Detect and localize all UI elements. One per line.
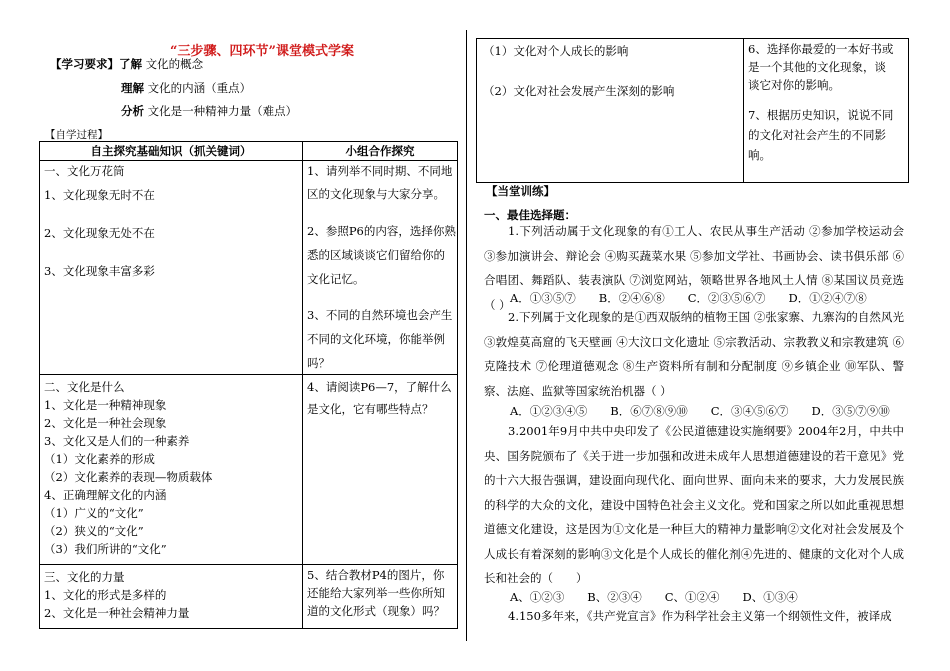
requirement-key-1: 了解 <box>119 57 142 71</box>
question-2-options: A．①②③④⑤ B．⑥⑦⑧⑨⑩ C．③④⑤⑥⑦ D．③⑤⑦⑨⑩ <box>510 404 890 418</box>
list-item: 谈它对你的影响。 <box>748 78 840 92</box>
list-item: 文化记忆。 <box>307 272 365 286</box>
list-item: （2）狭义的“文化” <box>44 524 144 538</box>
requirement-key-3: 分析 <box>121 104 144 118</box>
question-4: 4.150多年来，《共产党宣言》作为科学社会主义第一个纲领性文件，被译成 <box>508 609 892 623</box>
requirement-text-1: 文化的概念 <box>145 57 204 71</box>
list-item: 悉的区域谈谈它们留给你的 <box>307 248 445 262</box>
question-1: 1.下列活动属于文化现象的有①工人、农民从事生产活动 ②参加学校运动会 ③参加演讲会、辩论会 ④购买蔬菜水果 ⑤参加文学社、书画协会、读书俱乐部 ⑥合唱团、舞蹈队、装表演队 ⑦浏览网站，领略世界各地风土人情 ⑧某国议员竞选（ ） <box>484 224 904 312</box>
requirement-label: 【学习要求】 <box>50 57 119 71</box>
list-item: 3、不同的自然环境也会产生 <box>307 308 453 322</box>
list-item: 7、根据历史知识，说说不同 <box>748 108 894 122</box>
table-cell-r2-left <box>40 375 303 565</box>
question-2: 2.下列属于文化现象的是①西双版纳的植物王国 ②张家寨、九寨沟的自然风光 ③敦煌莫高窟的飞天壁画 ④大汶口文化遗址 ⑤宗教活动、宗教教义和宗教建筑 ⑥克隆技术 ⑦伦理道德观念 ⑧生产资料所有制和分配制度 ⑨乡镇企业 ⑩军队、警察、法庭、监狱等国家统治机器（ ） <box>484 310 904 398</box>
list-item: （1）广义的“文化” <box>44 506 144 520</box>
requirement-line-2 <box>121 80 251 96</box>
list-item: （2）文化对社会发展产生深刻的影响 <box>483 84 675 98</box>
list-item: 4、请阅读P6—7，了解什么 <box>307 380 452 394</box>
continued-cell-right <box>744 39 909 183</box>
table-header-right: 小组合作探究 <box>303 142 458 161</box>
training-label: 【当堂训练】 <box>486 184 555 198</box>
list-item: 2、文化是一种社会现象 <box>44 416 167 430</box>
list-item: 2、文化是一种社会精神力量 <box>44 606 190 620</box>
question-3-options: A、①②③ B、②③④ C、①②④ D、①③④ <box>510 590 798 604</box>
list-item: 6、选择你最爱的一本好书或 <box>748 42 894 56</box>
page-title: “三步骤、四环节”课堂模式学案 <box>170 44 354 59</box>
requirement-text-2: 文化的内涵（重点） <box>147 81 252 95</box>
list-item: 3、文化又是人们的一种素养 <box>44 434 190 448</box>
list-item: 区的文化现象与大家分享。 <box>307 187 445 201</box>
table-cell-r1-right <box>303 161 458 375</box>
list-item: （3）我们所讲的“文化” <box>44 542 167 556</box>
list-item: 不同的文化环境，你能举例 <box>307 332 445 346</box>
list-item: 是文化，它有哪些特点？ <box>307 402 434 416</box>
list-item: 4、正确理解文化的内涵 <box>44 488 167 502</box>
list-item: 道的文化形式（现象）吗？ <box>307 604 445 618</box>
list-item: 是一个其他的文化现象，谈 <box>748 60 886 74</box>
table-cell-r2-right <box>303 375 458 565</box>
page-divider <box>466 30 467 641</box>
list-item: 1、文化的形式是多样的 <box>44 588 167 602</box>
list-item: 还能给大家列举一些你所知 <box>307 586 445 600</box>
section-heading: 三、文化的力量 <box>44 570 125 584</box>
requirement-line-3 <box>121 103 297 119</box>
list-item: 的文化对社会产生的不同影 <box>748 128 886 142</box>
list-item: 1、请列举不同时期、不同地 <box>307 164 453 178</box>
continued-table <box>476 38 909 183</box>
requirement-line-1 <box>50 56 203 72</box>
requirement-text-3: 文化是一种精神力量（难点） <box>147 104 298 118</box>
requirement-key-2: 理解 <box>121 81 144 95</box>
list-item: 2、参照P6的内容，选择你熟 <box>307 224 456 238</box>
continued-cell-left <box>477 39 744 183</box>
list-item: 1、文化是一种精神现象 <box>44 398 167 412</box>
list-item: 3、文化现象丰富多彩 <box>44 264 155 278</box>
list-item: 响。 <box>748 148 771 162</box>
list-item: 2、文化现象无处不在 <box>44 226 155 240</box>
list-item: （2）文化素养的表现—物质载体 <box>44 470 213 484</box>
section-heading: 一、文化万花筒 <box>44 164 125 178</box>
question-3: 3.2001年9月中共中央印发了《公民道德建设实施纲要》2004年2月，中共中央、国务院颁布了《关于进一步加强和改进未成年人思想道德建设的若干意见》党的十六大报告强调，建设面向现代化、面向世界、面向未来的要求，大力发展民族的科学的大众的文化，建设中国特色社会主义文化。党和国家之所以如此重视思想道德文化建设，这是因为①文化是一种巨大的精神力量影响②文化对社会发展及个人成长有着深刻的影响③文化是个人成长的催化剂④先进的、健康的文化对个人成长和社会的（ ） <box>484 424 904 585</box>
list-item: （1）文化对个人成长的影响 <box>483 44 629 58</box>
study-table <box>39 141 458 629</box>
section-heading: 二、文化是什么 <box>44 380 125 394</box>
table-header-left: 自主探究基础知识（抓关键词） <box>40 142 303 161</box>
list-item: 5、结合教材P4的图片，你 <box>307 568 445 582</box>
list-item: 1、文化现象无时不在 <box>44 188 155 202</box>
table-cell-r3-left <box>40 565 303 629</box>
table-cell-r1-left <box>40 161 303 375</box>
process-label: 【自学过程】 <box>45 129 108 141</box>
section-heading: 一、最佳选择题： <box>484 208 576 222</box>
table-cell-r3-right <box>303 565 458 629</box>
question-1-options: A．①③⑤⑦ B．②④⑥⑧ C．②③⑤⑥⑦ D．①②④⑦⑧ <box>510 291 867 305</box>
list-item: 吗？ <box>307 356 330 370</box>
list-item: （1）文化素养的形成 <box>44 452 155 466</box>
